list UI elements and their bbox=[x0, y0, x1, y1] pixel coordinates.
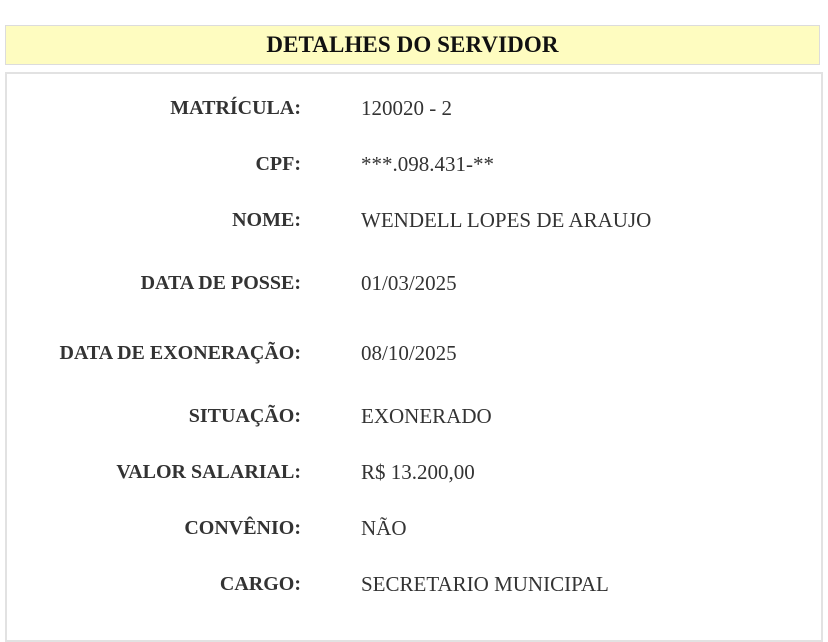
detail-row-data-posse bbox=[7, 268, 821, 298]
detail-row-cpf bbox=[7, 149, 821, 179]
nome-value: WENDELL LOPES DE ARAUJO bbox=[361, 208, 652, 232]
nome-label: NOME: bbox=[232, 209, 301, 231]
detail-row-valor-salarial bbox=[7, 457, 821, 487]
situacao-label: SITUAÇÃO: bbox=[188, 405, 301, 427]
detail-row-cargo bbox=[7, 569, 821, 599]
cargo-label: CARGO: bbox=[219, 573, 301, 595]
details-panel bbox=[5, 72, 823, 642]
page-title: DETALHES DO SERVIDOR bbox=[266, 32, 559, 57]
detail-row-convenio bbox=[7, 513, 821, 543]
data-posse-value: 01/03/2025 bbox=[361, 271, 457, 295]
data-exoneracao-label: DATA DE EXONERAÇÃO: bbox=[59, 342, 301, 364]
detail-row-nome bbox=[7, 205, 821, 235]
detail-row-situacao bbox=[7, 401, 821, 431]
data-posse-label: DATA DE POSSE: bbox=[140, 272, 301, 294]
detail-row-data-exoneracao bbox=[7, 338, 821, 368]
valor-salarial-label: VALOR SALARIAL: bbox=[116, 461, 301, 483]
cpf-label: CPF: bbox=[255, 153, 301, 175]
valor-salarial-value: R$ 13.200,00 bbox=[361, 460, 475, 484]
detail-row-matricula bbox=[7, 93, 821, 123]
situacao-value: EXONERADO bbox=[361, 404, 492, 428]
convenio-label: CONVÊNIO: bbox=[184, 517, 301, 539]
page-title-bar bbox=[5, 25, 820, 65]
matricula-label: MATRÍCULA: bbox=[170, 97, 301, 119]
cpf-value: ***.098.431-** bbox=[361, 152, 494, 176]
matricula-value: 120020 - 2 bbox=[361, 96, 452, 120]
convenio-value: NÃO bbox=[361, 516, 407, 540]
cargo-value: SECRETARIO MUNICIPAL bbox=[361, 572, 609, 596]
data-exoneracao-value: 08/10/2025 bbox=[361, 341, 457, 365]
